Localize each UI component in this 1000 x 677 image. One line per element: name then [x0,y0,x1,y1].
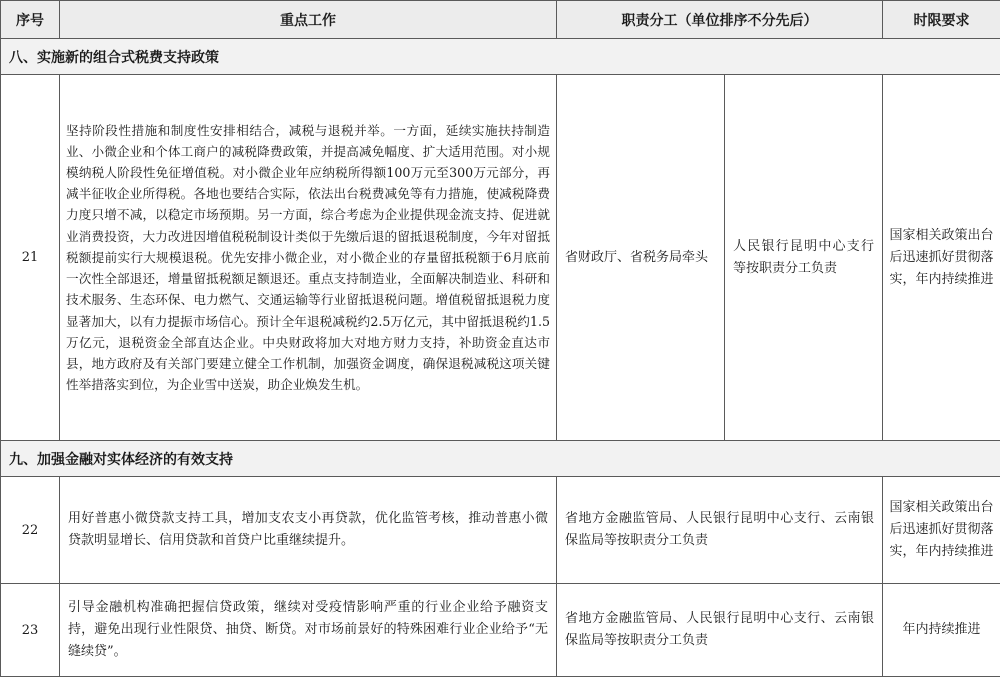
row-duty-other: 人民银行昆明中心支行等按职责分工负责 [725,75,883,441]
section-row [1,441,1000,477]
row-duty-lead: 省财政厅、省税务局牵头 [557,75,725,441]
row-number: 21 [1,75,60,441]
row-number: 22 [1,477,60,584]
row-work: 引导金融机构准确把握信贷政策，继续对受疫情影响严重的行业企业给予融资支持，避免出现行业性限贷、抽贷、断贷。对市场前景好的特殊困难行业企业给予“无缝续贷”。 [60,584,557,677]
row-number: 23 [1,584,60,677]
table-row [1,477,1000,584]
table-row [1,75,1000,441]
header-duty: 职责分工（单位排序不分先后） [557,1,883,39]
row-work: 坚持阶段性措施和制度性安排相结合，减税与退税并举。一方面，延续实施扶持制造业、小微企业和个体工商户的减税降费政策，并提高减免幅度、扩大适用范围。对小规模纳税人阶段性免征增值税。对小微企业年应纳税所得额100万元至300万元部分，再减半征收企业所得税。各地也要结合实际，依法出台税费减免等有力措施，使减税降费力度只增不减，以稳定市场预期。另一方面，综合考虑为企业提供现金流支持、促进就业消费投资，大力改进因增值税税制设计类似于先缴后退的留抵退税制度，今年对留抵税额提前实行大规模退税。优先安排小微企业，对小微企业的存量留抵税额于6月底前一次性全部退还，增量留抵税额足额退还。重点支持制造业，全面解决制造业、科研和技术服务、生态环保、电力燃气、交通运输等行业留抵退税问题。增值税留抵退税力度显著加大，以有力提振市场信心。预计全年退税减税约2.5万亿元，其中留抵退税约1.5万亿元，退税资金全部直达企业。中央财政将加大对地方财力支持，补助资金直达市县，地方政府及有关部门要建立健全工作机制，加强资金调度，确保退税减税这项关键性举措落实到位，为企业雪中送炭，助企业焕发生机。 [60,75,557,441]
table-row [1,584,1000,677]
row-duty: 省地方金融监管局、人民银行昆明中心支行、云南银保监局等按职责分工负责 [557,477,883,584]
row-time: 国家相关政策出台后迅速抓好贯彻落实，年内持续推进 [883,477,1000,584]
section-title: 八、实施新的组合式税费支持政策 [1,39,1000,75]
header-num: 序号 [1,1,60,39]
section-row [1,39,1000,75]
row-time: 年内持续推进 [883,584,1000,677]
header-row [1,1,1000,39]
section-title: 九、加强金融对实体经济的有效支持 [1,441,1000,477]
header-time: 时限要求 [883,1,1000,39]
row-time: 国家相关政策出台后迅速抓好贯彻落实，年内持续推进 [883,75,1000,441]
row-work: 用好普惠小微贷款支持工具，增加支农支小再贷款，优化监管考核，推动普惠小微贷款明显增长、信用贷款和首贷户比重继续提升。 [60,477,557,584]
row-duty: 省地方金融监管局、人民银行昆明中心支行、云南银保监局等按职责分工负责 [557,584,883,677]
header-work: 重点工作 [60,1,557,39]
